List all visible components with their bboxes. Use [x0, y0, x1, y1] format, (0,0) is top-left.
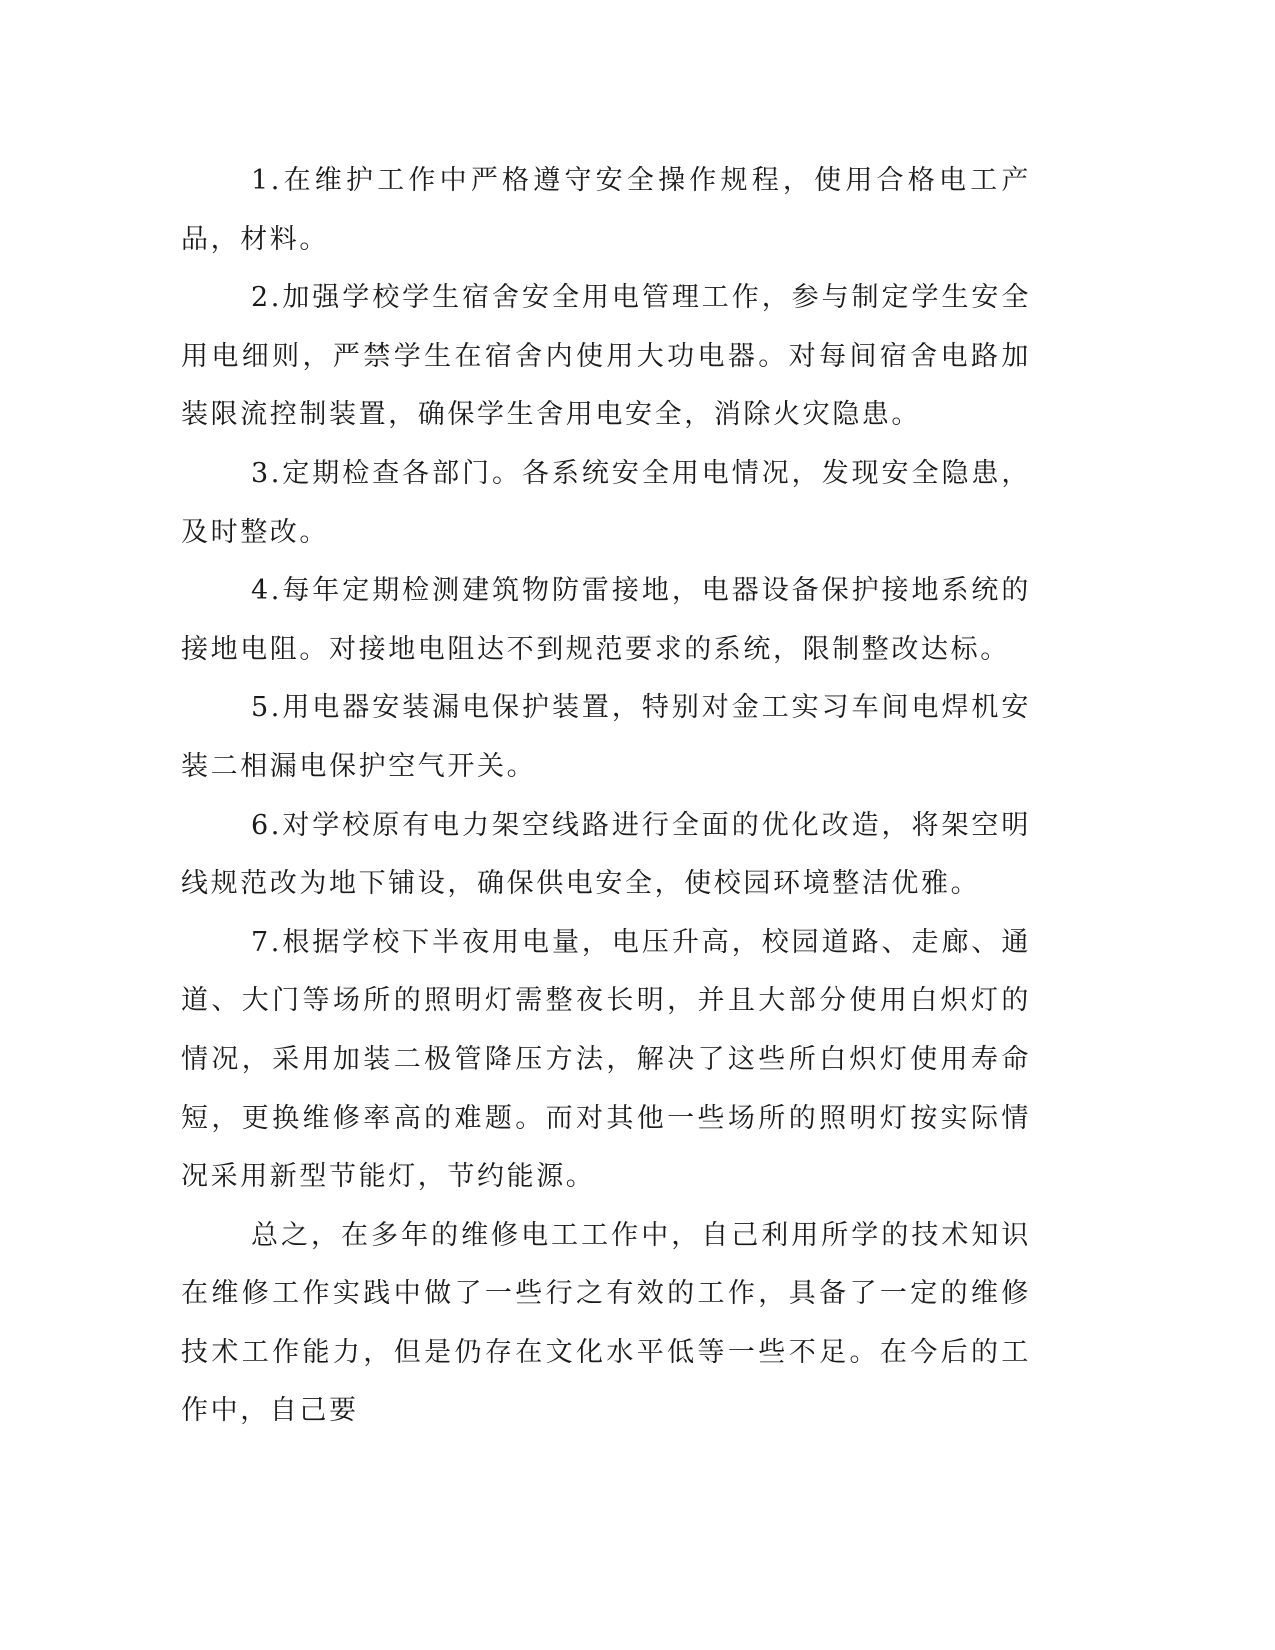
paragraph-item-1: 1.在维护工作中严格遵守安全操作规程，使用合格电工产品，材料。	[181, 165, 1031, 255]
paragraph-summary: 总之，在多年的维修电工工作中，自己利用所学的技术知识在维修工作实践中做了一些行之有效的工作，具备了一定的维修技术工作能力，但是仍存在文化水平低等一些不足。在今后的工作中，自己要	[181, 1219, 1031, 1427]
paragraph-item-6: 6.对学校原有电力架空线路进行全面的优化改造，将架空明线规范改为地下铺设，确保供电安全，使校园环境整洁优雅。	[181, 809, 1031, 900]
paragraph-item-4: 4.每年定期检测建筑物防雷接地，电器设备保护接地系统的接地电阻。对接地电阻达不到规范要求的系统，限制整改达标。	[181, 575, 1031, 665]
document-body	[181, 152, 1031, 1441]
paragraph-item-5: 5.用电器安装漏电保护装置，特别对金工实习车间电焊机安装二相漏电保护空气开关。	[181, 692, 1031, 782]
paragraph-item-3: 3.定期检查各部门。各系统安全用电情况，发现安全隐患，及时整改。	[181, 457, 1031, 548]
paragraph-item-2: 2.加强学校学生宿舍安全用电管理工作，参与制定学生安全用电细则，严禁学生在宿舍内使用大功电器。对每间宿舍电路加装限流控制装置，确保学生舍用电安全，消除火灾隐患。	[181, 282, 1031, 431]
paragraph-item-7: 7.根据学校下半夜用电量，电压升高，校园道路、走廊、通道、大门等场所的照明灯需整夜长明，并且大部分使用白炽灯的情况，采用加装二极管降压方法，解决了这些所白炽灯使用寿命短，更换维修率高的难题。而对其他一些场所的照明灯按实际情况采用新型节能灯，节约能源。	[181, 926, 1031, 1193]
